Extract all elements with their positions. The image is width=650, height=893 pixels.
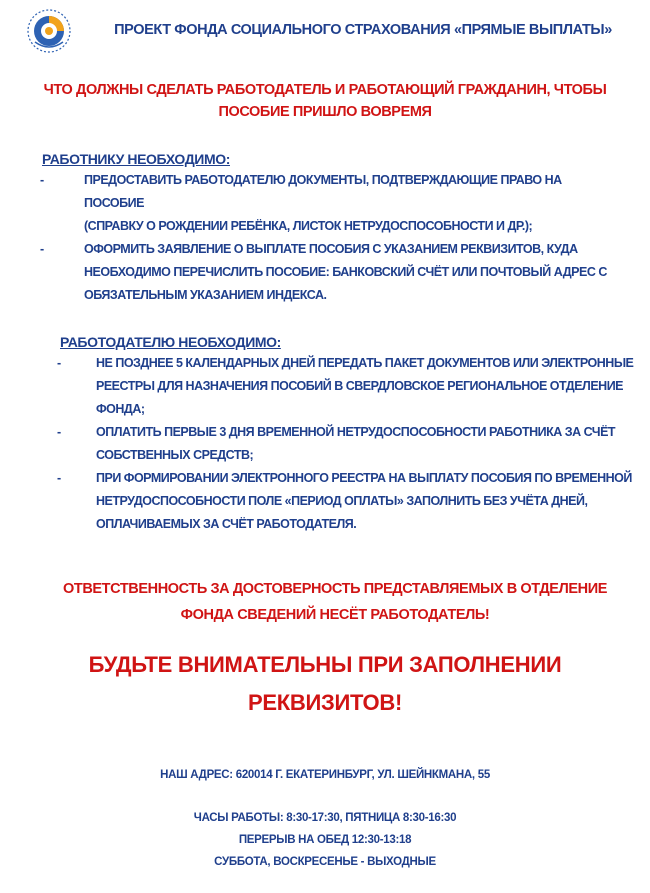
list-item-line: ПРЕДОСТАВИТЬ РАБОТОДАТЕЛЮ ДОКУМЕНТЫ, ПОДТВЕРЖДАЮЩИЕ ПРАВО НА ПОСОБИЕ [84,173,562,210]
list-item-line: НЕОБХОДИМО ПЕРЕЧИСЛИТЬ ПОСОБИЕ: БАНКОВСКИЙ СЧЁТ ИЛИ ПОЧТОВЫЙ АДРЕС С [84,265,607,279]
list-item-line: СОБСТВЕННЫХ СРЕДСТВ; [96,448,254,462]
fss-emblem-icon [26,8,72,54]
responsibility-notice [60,576,610,628]
employee-heading: РАБОТНИКУ НЕОБХОДИМО: [42,151,230,167]
list-item-line: (СПРАВКУ О РОЖДЕНИИ РЕБЁНКА, ЛИСТОК НЕТРУДОСПОСОБНОСТИ И ДР.); [84,219,533,233]
list-item [42,169,612,238]
working-hours [40,807,610,873]
attention-notice [40,646,610,722]
hours-line: ЧАСЫ РАБОТЫ: 8:30-17:30, ПЯТНИЦА 8:30-16:30 [193,812,457,824]
bullet-dash: - [40,242,44,256]
list-item-line: ОБЯЗАТЕЛЬНЫМ УКАЗАНИЕМ ИНДЕКСА. [84,288,327,302]
bullet-dash: - [57,425,61,439]
list-item [42,238,612,307]
bullet-dash: - [40,173,44,187]
list-item-line: ФОНДА; [96,402,145,416]
bullet-dash: - [57,356,61,370]
list-item [57,421,640,467]
employer-section [57,332,640,536]
header-title: ПРОЕКТ ФОНДА СОЦИАЛЬНОГО СТРАХОВАНИЯ «ПРЯМЫЕ ВЫПЛАТЫ» [114,22,612,38]
list-item-line: ПРИ ФОРМИРОВАНИИ ЭЛЕКТРОННОГО РЕЕСТРА НА ВЫПЛАТУ ПОСОБИЯ ПО ВРЕМЕННОЙ [96,471,632,485]
responsibility-line: ОТВЕТСТВЕННОСТЬ ЗА ДОСТОВЕРНОСТЬ ПРЕДСТАВЛЯЕМЫХ В ОТДЕЛЕНИЕ [62,581,607,597]
employee-list [42,169,612,307]
bullet-dash: - [57,471,61,485]
employer-heading: РАБОТОДАТЕЛЮ НЕОБХОДИМО: [60,334,281,350]
list-item-line: НЕ ПОЗДНЕЕ 5 КАЛЕНДАРНЫХ ДНЕЙ ПЕРЕДАТЬ ПАКЕТ ДОКУМЕНТОВ ИЛИ ЭЛЕКТРОННЫЕ [96,356,634,370]
list-item-line: ОПЛАТИТЬ ПЕРВЫЕ 3 ДНЯ ВРЕМЕННОЙ НЕТРУДОСПОСОБНОСТИ РАБОТНИКА ЗА СЧЁТ [96,425,616,439]
weekend-line: СУББОТА, ВОСКРЕСЕНЬЕ - ВЫХОДНЫЕ [214,856,436,868]
attention-line: РЕКВИЗИТОВ! [248,690,402,715]
headline-line: ЧТО ДОЛЖНЫ СДЕЛАТЬ РАБОТОДАТЕЛЬ И РАБОТАЮЩИЙ ГРАЖДАНИН, ЧТОБЫ [43,82,607,98]
list-item-line: РЕЕСТРЫ ДЛЯ НАЗНАЧЕНИЯ ПОСОБИЙ В СВЕРДЛОВСКОЕ РЕГИОНАЛЬНОЕ ОТДЕЛЕНИЕ [96,379,624,393]
list-item-line: НЕТРУДОСПОСОБНОСТИ ПОЛЕ «ПЕРИОД ОПЛАТЫ» ЗАПОЛНИТЬ БЕЗ УЧЁТА ДНЕЙ, [96,494,588,508]
list-item-line: ОПЛАЧИВАЕМЫХ ЗА СЧЁТ РАБОТОДАТЕЛЯ. [96,517,357,531]
headline [40,79,610,123]
employer-list [57,352,640,536]
list-item [57,467,640,536]
address-text: НАШ АДРЕС: 620014 Г. ЕКАТЕРИНБУРГ, УЛ. ШЕЙНКМАНА, 55 [160,769,490,781]
list-item-line: ОФОРМИТЬ ЗАЯВЛЕНИЕ О ВЫПЛАТЕ ПОСОБИЯ С УКАЗАНИЕМ РЕКВИЗИТОВ, КУДА [84,242,578,256]
responsibility-line: ФОНДА СВЕДЕНИЙ НЕСЁТ РАБОТОДАТЕЛЬ! [180,607,490,623]
headline-line: ПОСОБИЕ ПРИШЛО ВОВРЕМЯ [218,104,432,120]
list-item [57,352,640,421]
lunch-line: ПЕРЕРЫВ НА ОБЕД 12:30-13:18 [238,834,412,846]
employee-section [42,149,612,307]
attention-line: БУДЬТЕ ВНИМАТЕЛЬНЫ ПРИ ЗАПОЛНЕНИИ [88,652,562,677]
